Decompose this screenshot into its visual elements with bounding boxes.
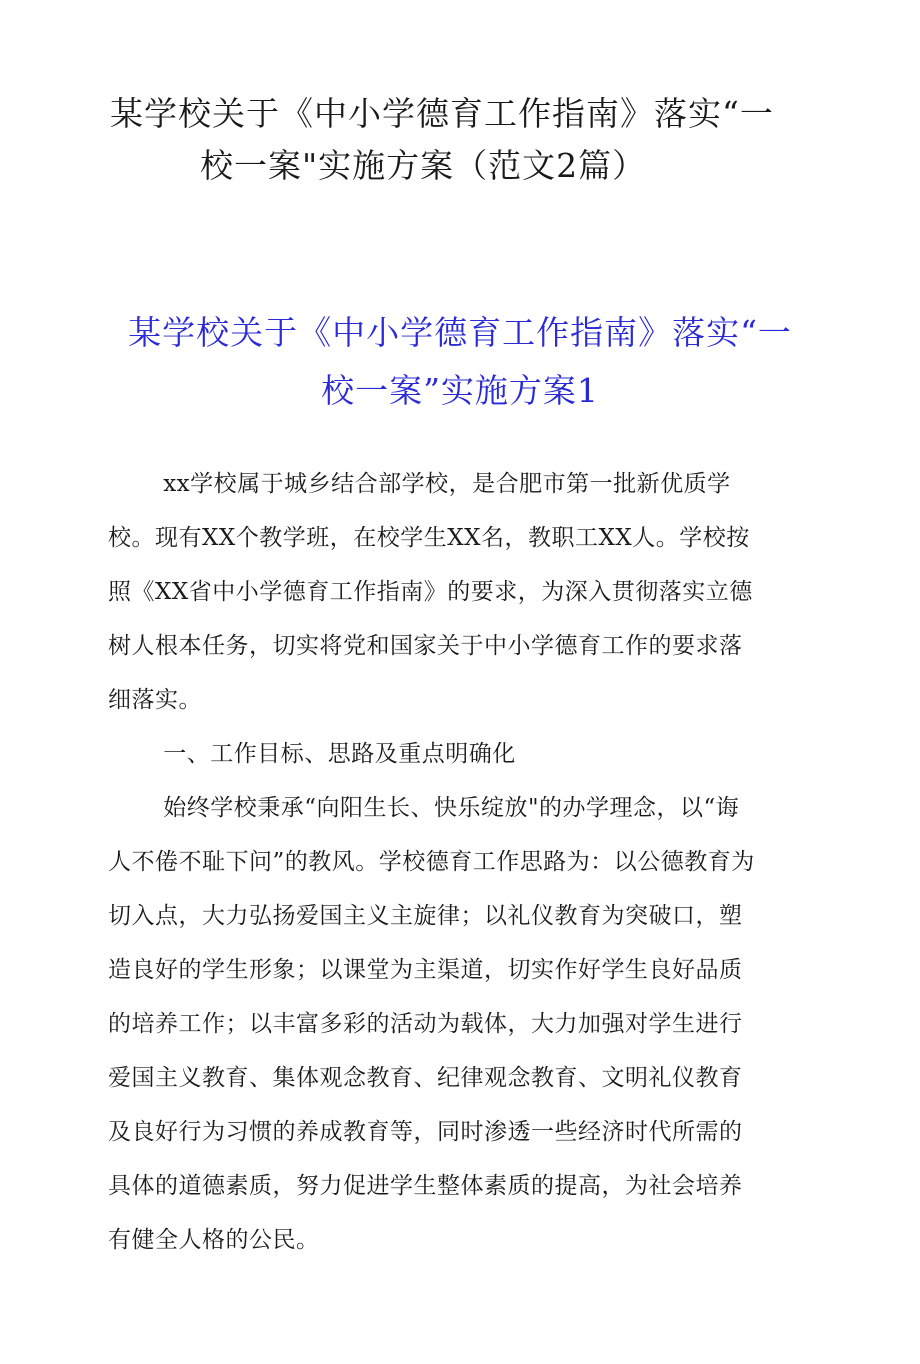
document-title-line-1: 某学校关于《中小学德育工作指南》落实“一 [110, 94, 774, 133]
section-title-line-1: 某学校关于《中小学德育工作指南》落实“一 [128, 313, 792, 352]
document-body [108, 457, 758, 1267]
paragraph-heading-goals: 一、工作目标、思路及重点明确化 [163, 741, 516, 767]
paragraph-philosophy: 始终学校秉承“向阳生长、快乐绽放"的办学理念，以“诲人不倦不耻下问”的教风。学校德育工作思路为：以公德教育为切入点，大力弘扬爱国主义主旋律；以礼仪教育为突破口，塑造良好的学生形象；以课堂为主渠道，切实作好学生良好品质的培养工作；以丰富多彩的活动为载体，大力加强对学生进行爱国主义教育、集体观念教育、纪律观念教育、文明礼仪教育及良好行为习惯的养成教育等，同时渗透一些经济时代所需的具体的道德素质，努力促进学生整体素质的提高，为社会培养有健全人格的公民。 [108, 795, 755, 1253]
section-title-line-2: 校一案”实施方案1 [321, 371, 599, 410]
paragraph-intro: xx学校属于城乡结合部学校，是合肥市第一批新优质学校。现有XX个教学班，在校学生XX名，教职工XX人。学校按照《XX省中小学德育工作指南》的要求，为深入贯彻落实立德树人根本任务，切实将党和国家关于中小学德育工作的要求落细落实。 [108, 471, 753, 713]
document-title-line-2: 校一案"实施方案（范文2篇） [200, 146, 647, 185]
document-title [100, 88, 820, 192]
section-title [100, 304, 820, 420]
